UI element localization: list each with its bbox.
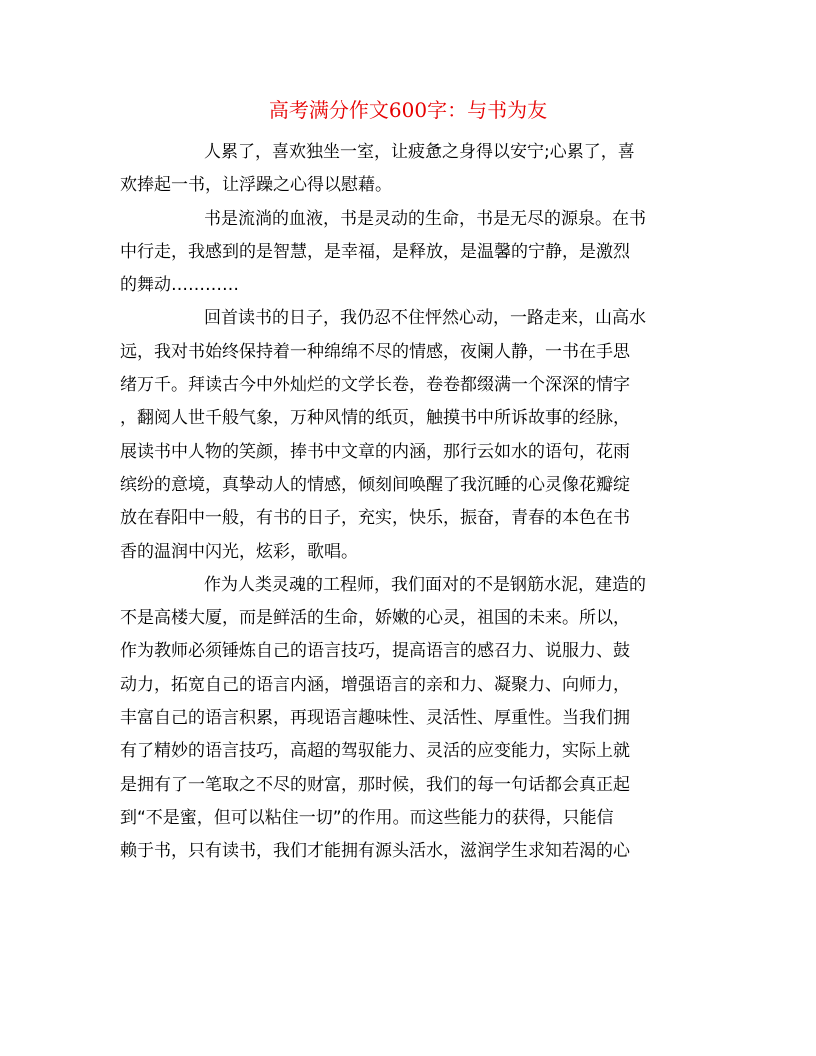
paragraph-3-line-5: 展读书中人物的笑颜，捧书中文章的内涵，那行云如水的语句，花雨 <box>120 441 630 462</box>
paragraph-3-line-7: 放在春阳中一般，有书的日子，充实，快乐，振奋，青春的本色在书 <box>120 508 630 529</box>
paragraph-4-line-2: 不是高楼大厦，而是鲜活的生命，娇嫩的心灵，祖国的未来。所以， <box>120 608 630 629</box>
paragraph-4-line-4: 动力，拓宽自己的语言内涵，增强语言的亲和力、凝聚力、向师力， <box>120 674 630 695</box>
paragraph-4-line-3: 作为教师必须锤炼自己的语言技巧，提高语言的感召力、说服力、鼓 <box>120 641 630 662</box>
paragraph-3-line-8: 香的温润中闪光，炫彩，歌唱。 <box>120 541 358 562</box>
paragraph-4-line-9: 赖于书，只有读书，我们才能拥有源头活水，滋润学生求知若渴的心 <box>120 841 630 862</box>
document-body <box>120 136 694 869</box>
paragraph-2-line-1: 书是流淌的血液，书是灵动的生命，书是无尽的源泉。在书 <box>204 208 646 229</box>
paragraph-2-line-3: 的舞动………… <box>120 275 239 296</box>
paragraph-3-line-6: 缤纷的意境，真挚动人的情感，倾刻间唤醒了我沉睡的心灵像花瓣绽 <box>120 474 630 495</box>
document-title: 高考满分作文600字：与书为友 <box>268 98 548 122</box>
paragraph-3-line-2: 远，我对书始终保持着一种绵绵不尽的情感，夜阑人静，一书在手思 <box>120 341 630 362</box>
paragraph-4-line-7: 是拥有了一笔取之不尽的财富，那时候，我们的每一句话都会真正起 <box>120 774 630 795</box>
paragraph-4-line-8: 到“不是蜜，但可以粘住一切”的作用。而这些能力的获得，只能信 <box>120 807 614 828</box>
paragraph-1-line-2: 欢捧起一书，让浮躁之心得以慰藉。 <box>120 175 392 196</box>
paragraph-2-line-2: 中行走，我感到的是智慧，是幸福，是释放，是温馨的宁静，是激烈 <box>120 241 630 262</box>
paragraph-4-line-6: 有了精妙的语言技巧，高超的驾驭能力、灵活的应变能力，实际上就 <box>120 741 630 762</box>
paragraph-1-line-1: 人累了，喜欢独坐一室，让疲惫之身得以安宁;心累了，喜 <box>204 142 635 162</box>
paragraph-4-line-1: 作为人类灵魂的工程师，我们面对的不是钢筋水泥，建造的 <box>204 574 646 595</box>
paragraph-3-line-1: 回首读书的日子，我仍忍不住怦然心动，一路走来，山高水 <box>204 308 646 329</box>
paragraph-3-line-3: 绪万千。拜读古今中外灿烂的文学长卷，卷卷都缀满一个深深的情字 <box>120 375 630 396</box>
paragraph-3-line-4: ，翻阅人世千般气象，万种风情的纸页，触摸书中所诉故事的经脉， <box>120 408 630 429</box>
paragraph-4-line-5: 丰富自己的语言积累，再现语言趣味性、灵活性、厚重性。当我们拥 <box>120 708 630 729</box>
